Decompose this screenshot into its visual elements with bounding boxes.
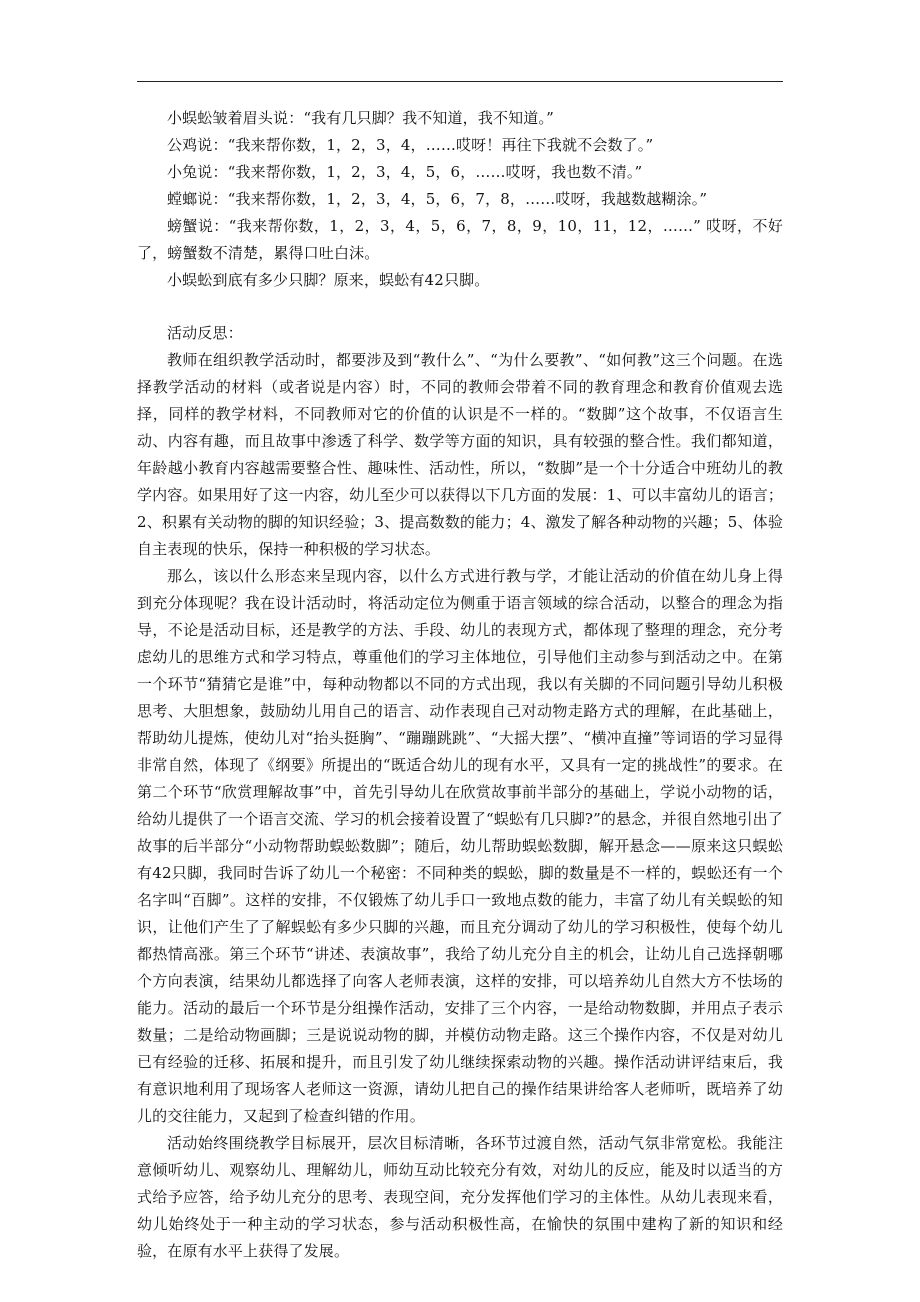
story-line-centipede: 小蜈蚣皱着眉头说：“我有几只脚？我不知道，我不知道。”	[167, 109, 554, 127]
story-line-rabbit: 小兔说：“我来帮你数，1，2，3，4，5，6，……哎呀，我也数不清。”	[167, 163, 643, 181]
document-body	[137, 105, 783, 1265]
story-line-mantis: 螳螂说：“我来帮你数，1，2，3，4，5，6，7，8，……哎呀，我越数越糊涂。”	[167, 190, 708, 208]
reflection-heading: 活动反思：	[167, 324, 243, 342]
reflection-paragraph: 那么，该以什么形态来呈现内容，以什么方式进行教与学，才能让活动的价值在幼儿身上得到充分体现呢？我在设计活动时，将活动定位为侧重于语言领域的综合活动，以整合的理念为指导，不论是活动目标，还是教学的方法、手段、幼儿的表现方式，都体现了整理的理念，充分考虑幼儿的思维方式和学习特点，尊重他们的学习主体地位，引导他们主动参与到活动之中。在第一个环节“猜猜它是谁”中，每种动物都以不同的方式出现，我以有关脚的不同问题引导幼儿积极思考、大胆想象，鼓励幼儿用自己的语言、动作表现自己对动物走路方式的理解，在此基础上，帮助幼儿提炼，使幼儿对“抬头挺胸”、“蹦蹦跳跳”、“大摇大摆”、“横冲直撞”等词语的学习显得非常自然，体现了《纲要》所提出的“既适合幼儿的现有水平，又具有一定的挑战性”的要求。在第二个环节“欣赏理解故事”中，首先引导幼儿在欣赏故事前半部分的基础上，学说小动物的话，给幼儿提供了一个语言交流、学习的机会接着设置了“蜈蚣有几只脚?”的悬念，并很自然地引出了故事的后半部分“小动物帮助蜈蚣数脚”；随后，幼儿帮助蜈蚣数脚，解开悬念——原来这只蜈蚣有42只脚，我同时告诉了幼儿一个秘密：不同种类的蜈蚣，脚的数量是不一样的，蜈蚣还有一个名字叫“百脚”。这样的安排，不仅锻炼了幼儿手口一致地点数的能力，丰富了幼儿有关蜈蚣的知识，让他们产生了了解蜈蚣有多少只脚的兴趣，而且充分调动了幼儿的学习积极性，使每个幼儿都热情高涨。第三个环节“讲述、表演故事”，我给了幼儿充分自主的机会，让幼儿自己选择朝哪个方向表演，结果幼儿都选择了向客人老师表演，这样的安排，可以培养幼儿自然大方不怯场的能力。活动的最后一个环节是分组操作活动，安排了三个内容，一是给动物数脚，并用点子表示数量；二是给动物画脚；三是说说动物的脚，并模仿动物走路。这三个操作内容，不仅是对幼儿已有经验的迁移、拓展和提升，而且引发了幼儿继续探索动物的兴趣。操作活动讲评结束后，我有意识地利用了现场客人老师这一资源，请幼儿把自己的操作结果讲给客人老师听，既培养了幼儿的交往能力，又起到了检查纠错的作用。	[137, 567, 783, 1125]
reflection-paragraph: 活动始终围绕教学目标展开，层次目标清晰，各环节过渡自然，活动气氛非常宽松。我能注意倾听幼儿、观察幼儿、理解幼儿，师幼互动比较充分有效，对幼儿的反应，能及时以适当的方式给予应答，给予幼儿充分的思考、表现空间，充分发挥他们学习的主体性。从幼儿表现来看，幼儿始终处于一种主动的学习状态，参与活动积极性高，在愉快的氛围中建构了新的知识和经验，在原有水平上获得了发展。	[137, 1134, 783, 1260]
header-rule	[137, 81, 783, 82]
section-spacer	[137, 294, 783, 320]
story-line-rooster: 公鸡说：“我来帮你数，1，2，3，4，……哎呀！再往下我就不会数了。”	[167, 136, 654, 154]
story-line-answer: 小蜈蚣到底有多少只脚？原来，蜈蚣有42只脚。	[167, 271, 490, 289]
reflection-paragraph: 教师在组织教学活动时，都要涉及到“教什么”、“为什么要教”、“如何教”这三个问题。在选择教学活动的材料（或者说是内容）时，不同的教师会带着不同的教育理念和教育价值观去选择，同样的教学材料，不同教师对它的价值的认识是不一样的。“数脚”这个故事，不仅语言生动、内容有趣，而且故事中渗透了科学、数学等方面的知识，具有较强的整合性。我们都知道，年龄越小教育内容越需要整合性、趣味性、活动性，所以，“数脚”是一个十分适合中班幼儿的教学内容。如果用好了这一内容，幼儿至少可以获得以下几方面的发展：1、可以丰富幼儿的语言；2、积累有关动物的脚的知识经验；3、提高数数的能力；4、激发了解各种动物的兴趣；5、体验自主表现的快乐，保持一种积极的学习状态。	[137, 351, 783, 558]
story-line-crab: 螃蟹说：“我来帮你数，1，2，3，4，5，6，7，8，9，10，11，12，……” 哎呀，不好了，螃蟹数不清楚，累得口吐白沫。	[137, 217, 783, 262]
